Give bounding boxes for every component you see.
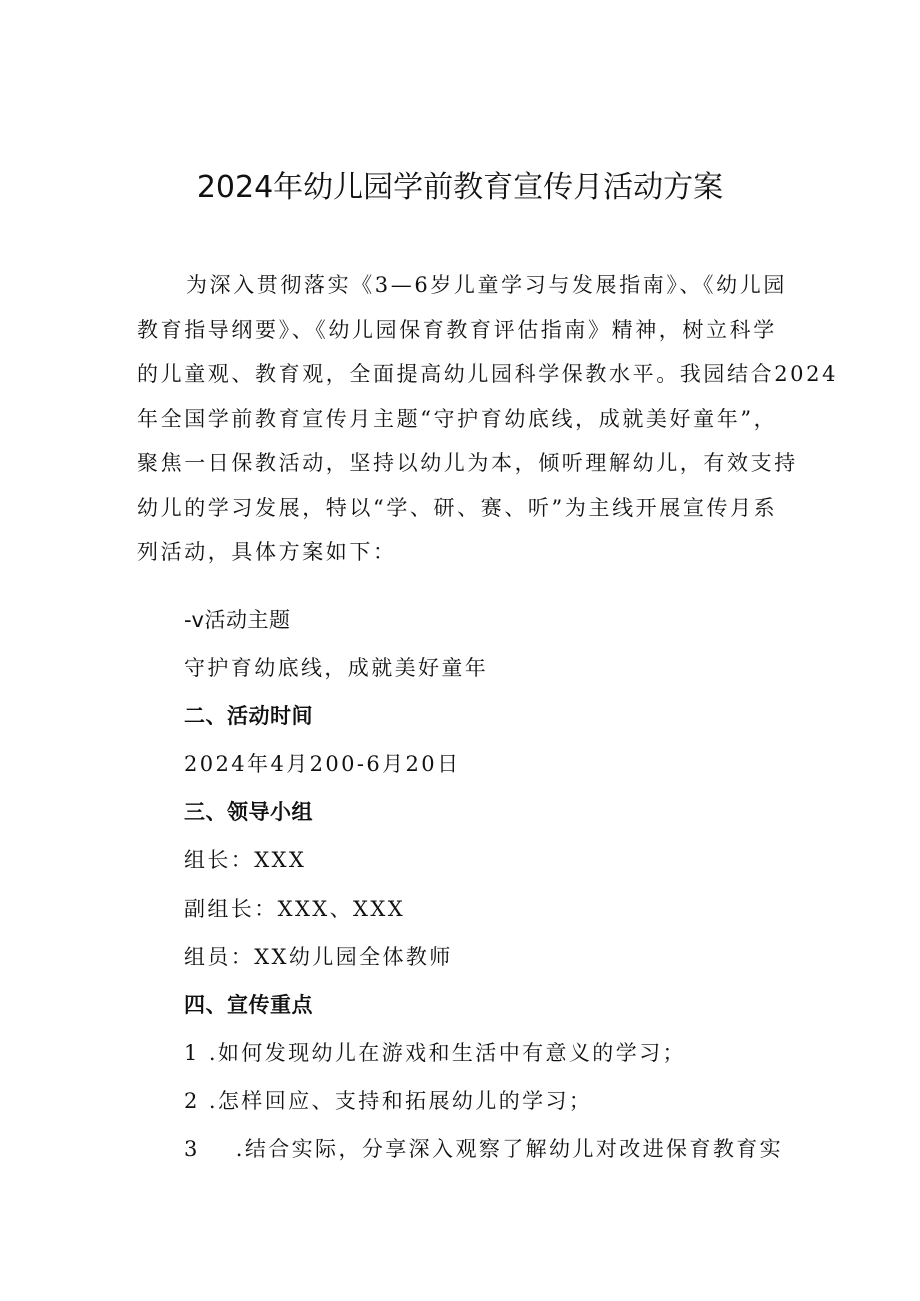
intro-line-2: 教育指导纲要》、《幼儿园保育教育评估指南》精神，树立科学 xyxy=(137,317,777,342)
intro-line-5: 聚焦一日保教活动，坚持以幼儿为本，倾听理解幼儿，有效支持 xyxy=(137,451,798,475)
focus-item-3-text: .结合实际，分享深入观察了解幼儿对改进保育教育实 xyxy=(235,1137,784,1161)
intro-line-6: 幼儿的学习发展，特以“学、研、赛、听”为主线开展宣传月系 xyxy=(137,495,778,520)
focus-item-2: 2 .怎样回应、支持和拓展幼儿的学习； xyxy=(184,1089,593,1113)
section-2-heading: 二、活动时间 xyxy=(184,704,313,728)
focus-item-1: 1 .如何发现幼儿在游戏和生活中有意义的学习； xyxy=(184,1041,686,1065)
focus-item-3 xyxy=(184,1134,783,1164)
intro-line-4: 年全国学前教育宣传月主题“守护育幼底线，成就美好童年”， xyxy=(137,406,778,431)
section-2-content: 2024年4月200-6月20日 xyxy=(184,752,461,776)
section-3-heading: 三、领导小组 xyxy=(184,800,313,824)
intro-line-1: 为深入贯彻落实《3—6岁儿童学习与发展指南》、《幼儿园 xyxy=(186,273,787,297)
leader-line: 组长：XXX xyxy=(184,848,307,872)
deputy-leader-line: 副组长：XXX、XXX xyxy=(184,897,406,921)
intro-paragraph xyxy=(137,263,839,575)
intro-line-7: 列活动，具体方案如下： xyxy=(137,540,397,564)
members-line: 组员：XX幼儿园全体教师 xyxy=(184,945,453,969)
section-1-heading: -v活动主题 xyxy=(184,608,291,632)
section-4-heading: 四、宣传重点 xyxy=(184,993,313,1017)
document-title: 2024年幼儿园学前教育宣传月活动方案 xyxy=(196,170,724,205)
section-1-content: 守护育幼底线，成就美好童年 xyxy=(184,656,489,680)
focus-item-3-number: 3 xyxy=(184,1137,200,1161)
intro-line-3: 的儿童观、教育观，全面提高幼儿园科学保教水平。我园结合2024 xyxy=(137,362,839,386)
